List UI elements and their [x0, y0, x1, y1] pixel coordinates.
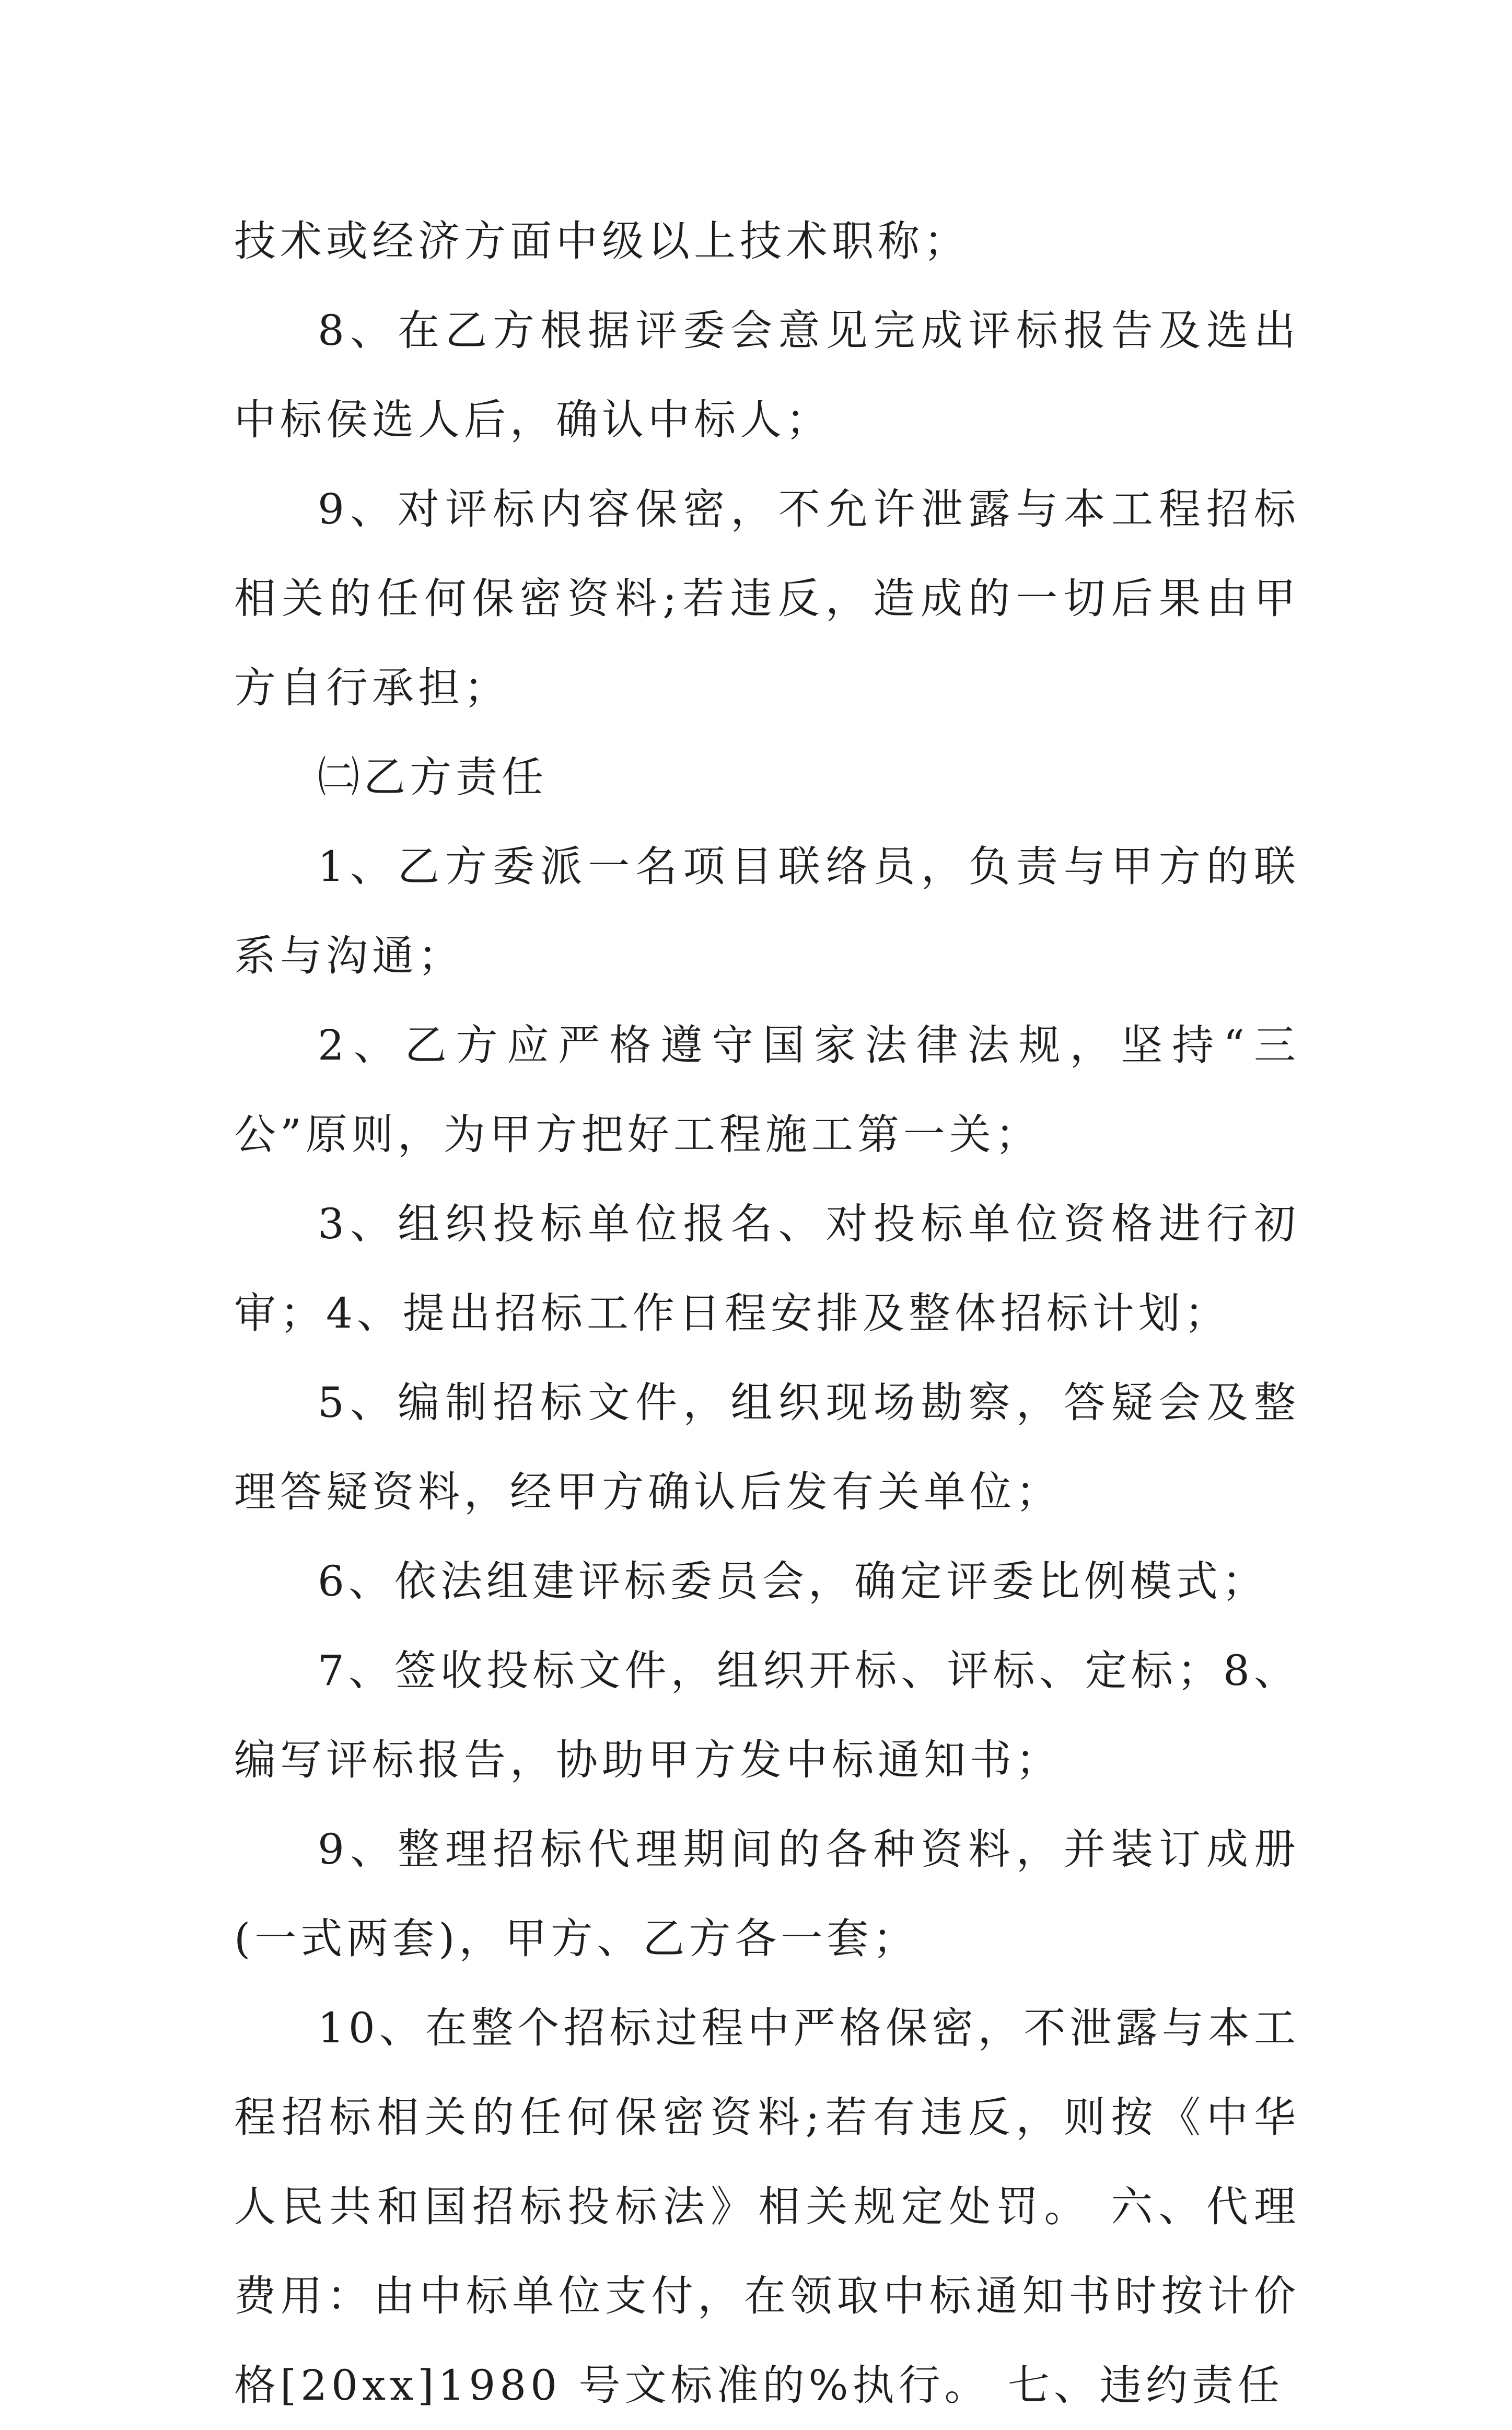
- paragraph-qualification: 技术或经济方面中级以上技术职称；: [234, 217, 970, 265]
- paragraph-item-7-8-bid-opening-report: 7、签收投标文件，组织开标、评标、定标；8、编写评标报告，协助甲方发中标通知书；: [234, 1646, 1300, 1784]
- paragraph-item-6-evaluation-committee: 6、依法组建评标委员会，确定评委比例模式；: [318, 1557, 1268, 1606]
- paragraph-item-2-compliance: 2、乙方应严格遵守国家法律法规，坚持“三公”原则，为甲方把好工程施工第一关；: [234, 1021, 1300, 1159]
- paragraph-item-1-liaison: 1、乙方委派一名项目联络员，负责与甲方的联系与沟通；: [234, 842, 1300, 980]
- paragraph-item-10-fees-liability: 10、在整个招标过程中严格保密，不泄露与本工程招标相关的任何保密资料;若有违反，则按《中华人民共和国招标投标法》相关规定处罚。 六、代理费用：由中标单位支付，在领取中标通知书时按计价格[20xx]1980 号文标准的%执行。 七、违约责任: [234, 2004, 1300, 2410]
- paragraph-item-3-4-registration-schedule: 3、组织投标单位报名、对投标单位资格进行初审；4、提出招标工作日程安排及整体招标计划；: [234, 1200, 1300, 1338]
- paragraph-item-9-archiving: 9、整理招标代理期间的各种资料，并装订成册(一式两套)，甲方、乙方各一套；: [234, 1825, 1300, 1963]
- document-body: [234, 196, 1300, 2430]
- paragraph-item-9-confidentiality: 9、对评标内容保密，不允许泄露与本工程招标相关的任何保密资料;若违反，造成的一切后果由甲方自行承担；: [234, 485, 1300, 712]
- paragraph-item-8-confirm-winner: 8、在乙方根据评委会意见完成评标报告及选出中标侯选人后，确认中标人；: [234, 306, 1300, 444]
- paragraph-item-5-tender-documents: 5、编制招标文件，组织现场勘察，答疑会及整理答疑资料，经甲方确认后发有关单位；: [234, 1378, 1300, 1516]
- section-heading-party-b-responsibilities: ㈡乙方责任: [318, 753, 548, 801]
